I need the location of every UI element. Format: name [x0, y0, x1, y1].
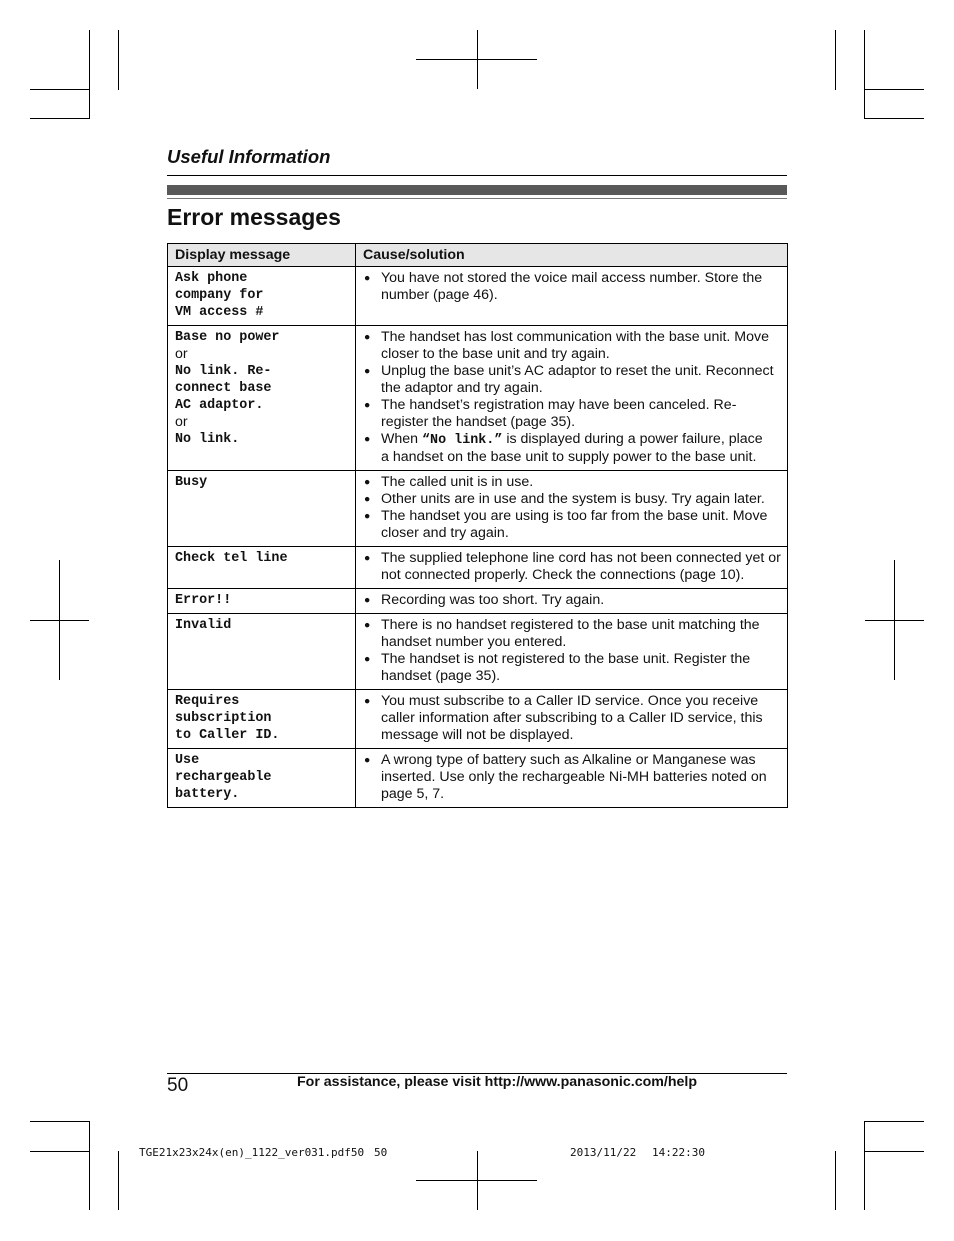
title-bar-underline [167, 198, 787, 199]
title-bar [167, 185, 787, 195]
cause-solution [356, 267, 788, 326]
table-row [168, 690, 788, 749]
display-message: Check tel line [168, 547, 356, 589]
table-row [168, 589, 788, 614]
print-file-name: TGE21x23x24x(en)_1122_ver031.pdf50 [139, 1146, 365, 1159]
table-row [168, 326, 788, 471]
list-item: ● When “No link.” is displayed during a power failure, place a handset on the base unit to supply power to the base unit. [363, 431, 781, 466]
list-item: ● A wrong type of battery such as Alkaline or Manganese was inserted. Use only the rechargeable Ni-MH batteries noted on page 5, 7. [363, 752, 781, 803]
table-row [168, 267, 788, 326]
list-item: ● Unplug the base unit’s AC adaptor to reset the unit. Reconnect the adaptor and try again. [363, 363, 781, 397]
display-message: Base no power or No link. Re- connect base AC adaptor. or No link. [168, 326, 356, 471]
list-item: ● The handset is not registered to the base unit. Register the handset (page 35). [363, 651, 781, 685]
cause-solution [356, 326, 788, 471]
list-item: ● The supplied telephone line cord has not been connected yet or not connected properly. Check the connections (page 10). [363, 550, 781, 584]
section-divider [167, 175, 787, 176]
print-date: 2013/11/22 [570, 1146, 637, 1159]
table-row [168, 471, 788, 547]
table-header-row [168, 244, 788, 267]
cause-solution [356, 547, 788, 589]
list-item: ● Other units are in use and the system is busy. Try again later. [363, 491, 781, 508]
page-number: 50 [167, 1075, 189, 1096]
error-messages-table [167, 243, 788, 808]
list-item: ● There is no handset registered to the base unit matching the handset number you entered. [363, 617, 781, 651]
table-row [168, 614, 788, 690]
list-item: ● The handset you are using is too far from the base unit. Move closer and try again. [363, 508, 781, 542]
table-row [168, 547, 788, 589]
table-row [168, 749, 788, 808]
list-item: ● Recording was too short. Try again. [363, 592, 781, 609]
display-message: Ask phone company for VM access # [168, 267, 356, 326]
list-item: ● The handset has lost communication with the base unit. Move closer to the base unit and try again. [363, 329, 781, 363]
column-header-cause: Cause/solution [356, 244, 788, 267]
cause-solution [356, 690, 788, 749]
list-item: ● The called unit is in use. [363, 474, 781, 491]
display-message: Invalid [168, 614, 356, 690]
help-text: For assistance, please visit http://www.panasonic.com/help [297, 1074, 697, 1090]
section-title: Useful Information [167, 146, 331, 167]
print-page: 50 [374, 1146, 388, 1159]
page-title: Error messages [167, 204, 341, 230]
list-item: ● You must subscribe to a Caller ID service. Once you receive caller information after subscribing to a Caller ID service, this message will not be displayed. [363, 693, 781, 744]
cause-solution [356, 749, 788, 808]
cause-solution [356, 589, 788, 614]
print-time: 14:22:30 [652, 1146, 705, 1159]
list-item: ● You have not stored the voice mail access number. Store the number (page 46). [363, 270, 781, 304]
display-message: Busy [168, 471, 356, 547]
display-message: Error!! [168, 589, 356, 614]
cause-solution [356, 614, 788, 690]
display-message: Requires subscription to Caller ID. [168, 690, 356, 749]
column-header-display: Display message [168, 244, 356, 267]
list-item: ● The handset’s registration may have been canceled. Re-register the handset (page 35). [363, 397, 781, 431]
display-message: Use rechargeable battery. [168, 749, 356, 808]
cause-solution [356, 471, 788, 547]
